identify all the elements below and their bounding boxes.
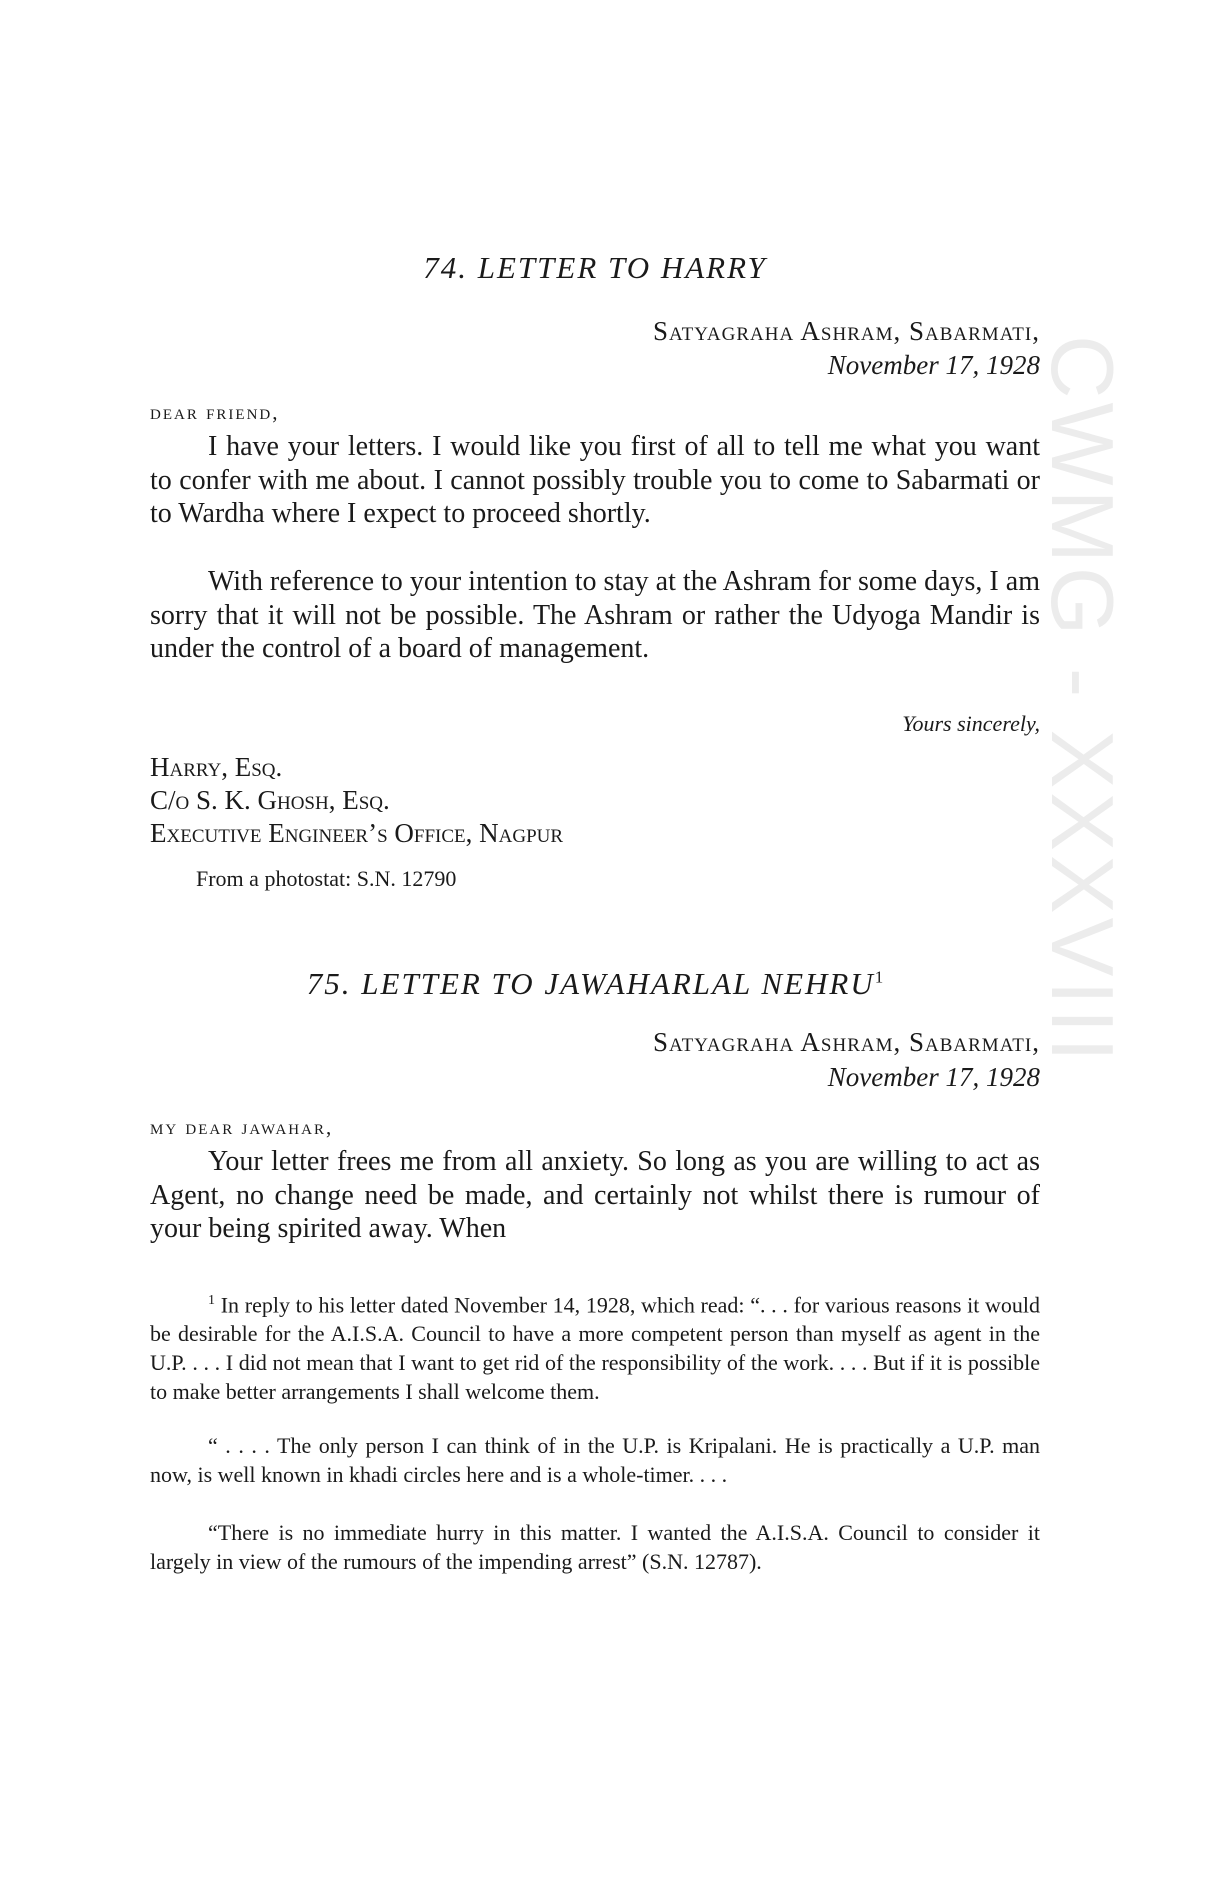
letter-75-heading-text: 75. LETTER TO JAWAHARLAL NEHRU <box>306 966 875 1001</box>
letter-74-paragraph-2: With reference to your intention to stay at the Ashram for some days, I am sorry that it will not be possible. The Ashram or rather the Udyoga Mandir is under the control of a board of management. <box>150 566 1040 664</box>
addressee-line: Executive Engineer’s Office, Nagpur <box>150 818 564 848</box>
footnote-reference: 1 <box>874 967 884 987</box>
letter-74-salutation: dear friend, <box>150 400 280 424</box>
letter-75-paragraph-1: Your letter frees me from all anxiety. So long as you are willing to act as Agent, no change need be made, and certainly not whilst there is rumour of your being spirited away. When <box>150 1146 1040 1244</box>
letter-74-heading: 74. LETTER TO HARRY <box>423 250 767 285</box>
letter-74-paragraph-1: I have your letters. I would like you first of all to tell me what you want to confer with me about. I cannot possibly trouble you to come to Sabarmati or to Wardha where I expect to proceed shortly. <box>150 431 1040 529</box>
footnote-text: In reply to his letter dated November 14, 1928, which read: “. . . for various reasons it would be desirable for the A.I.S.A. Council to have a more competent person than myself as agent in the U.P. . . . I did not mean that I want to get rid of the responsibility of the work. . . . But if it is possible to make better arrangements I shall welcome them. <box>150 1292 1041 1405</box>
letter-74-address: Satyagraha Ashram, Sabarmati, <box>653 316 1040 346</box>
letter-74-closing: Yours sincerely, <box>902 711 1040 736</box>
footnote-1-continued: “There is no immediate hurry in this matter. I wanted the A.I.S.A. Council to consider it largely in view of the rumours of the impending arrest” (S.N. 12787). <box>150 1520 1040 1574</box>
footnote-1-continued: “ . . . . The only person I can think of in the U.P. is Kripalani. He is practically a U.P. man now, is well known in khadi circles here and is a whole-timer. . . . <box>150 1433 1040 1487</box>
footnote-1 <box>150 1286 1040 1406</box>
letter-74-date: November 17, 1928 <box>827 350 1040 380</box>
addressee-line: Harry, Esq. <box>150 752 283 782</box>
letter-74-addressee <box>150 751 563 850</box>
footnote-mark: 1 <box>208 1293 215 1308</box>
letter-75-date: November 17, 1928 <box>827 1062 1040 1092</box>
addressee-line: C/o S. K. Ghosh, Esq. <box>150 785 390 815</box>
watermark: CWMG - XXXVIII <box>1033 335 1132 1066</box>
letter-75-address: Satyagraha Ashram, Sabarmati, <box>653 1027 1040 1057</box>
letter-74-source: From a photostat: S.N. 12790 <box>196 866 457 891</box>
letter-75-heading <box>150 966 1040 1002</box>
letter-75-salutation: my dear jawahar, <box>150 1115 334 1139</box>
